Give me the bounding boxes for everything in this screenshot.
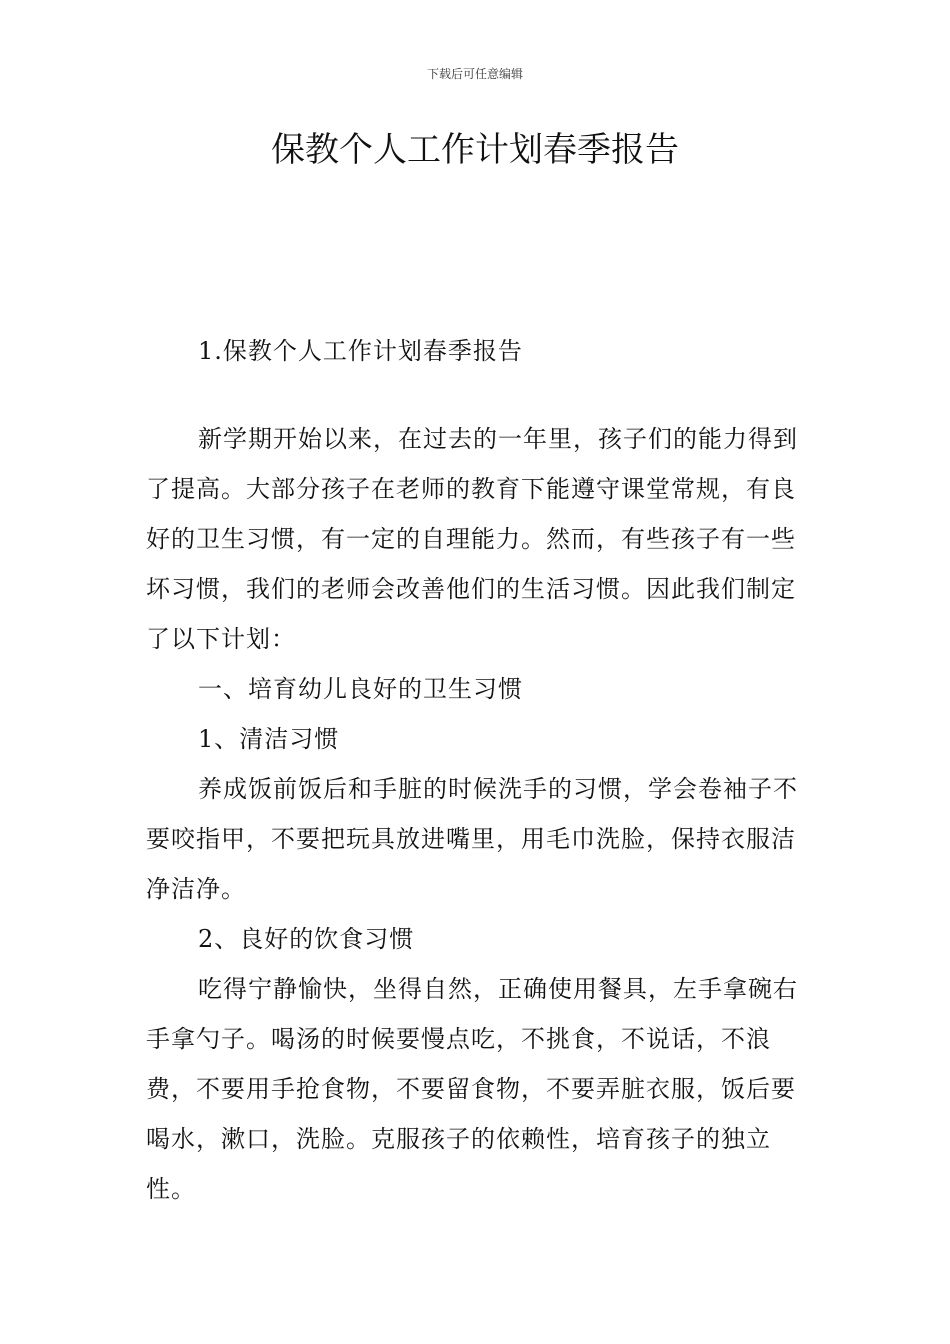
paragraph-eating-habits: 吃得宁静愉快，坐得自然，正确使用餐具，左手拿碗右手拿勺子。喝汤的时候要慢点吃，不挑食，不说话，不浪费，不要用手抢食物，不要留食物，不要弄脏衣服，饭后要喝水，漱口，洗脸。克服孩子的依赖性，培育孩子的独立性。 bbox=[146, 975, 798, 1203]
heading-hygiene-habits: 一、培育幼儿良好的卫生习惯 bbox=[198, 675, 523, 703]
paragraph-intro: 新学期开始以来，在过去的一年里，孩子们的能力得到了提高。大部分孩子在老师的教育下能遵守课堂常规，有良好的卫生习惯，有一定的自理能力。然而，有些孩子有一些坏习惯，我们的老师会改善他们的生活习惯。因此我们制定了以下计划： bbox=[146, 425, 798, 653]
header-note: 下载后可任意编辑 bbox=[426, 67, 523, 81]
document-title: 保教个人工作计划春季报告 bbox=[271, 130, 679, 170]
document-body bbox=[146, 326, 808, 1214]
section-title: 1.保教个人工作计划春季报告 bbox=[198, 337, 523, 365]
subheading-eating-habits: 2、良好的饮食习惯 bbox=[198, 925, 415, 953]
subheading-cleanliness: 1、清洁习惯 bbox=[198, 725, 340, 753]
paragraph-cleanliness: 养成饭前饭后和手脏的时候洗手的习惯，学会卷袖子不要咬指甲，不要把玩具放进嘴里，用毛巾洗脸，保持衣服洁净洁净。 bbox=[146, 775, 798, 903]
